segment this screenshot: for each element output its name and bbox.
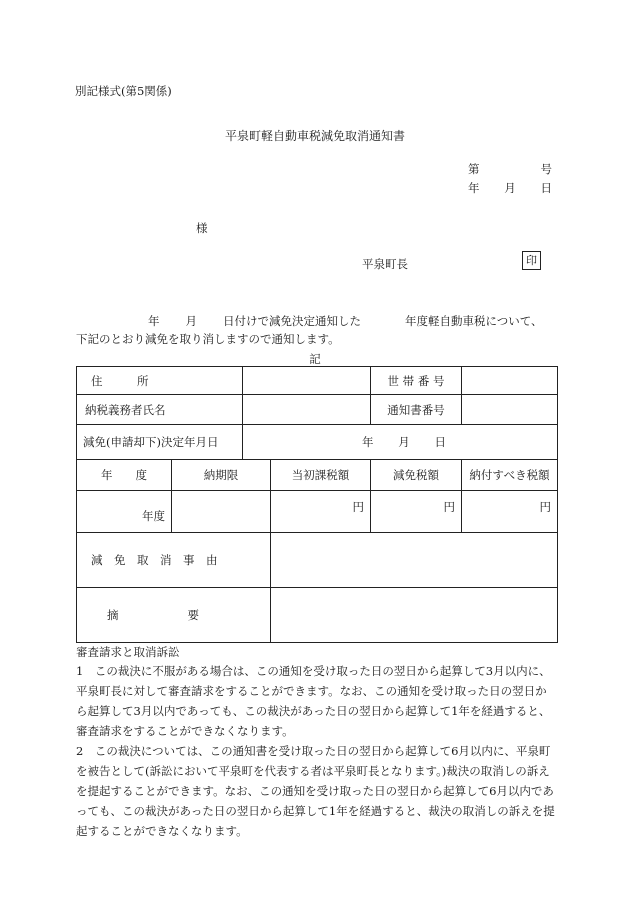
ki-label: 記 (309, 352, 321, 366)
body-month: 月 (185, 314, 197, 328)
date-day: 日 (540, 181, 552, 195)
summary-label: 摘 要 (77, 588, 271, 643)
date-month: 月 (504, 181, 516, 195)
issuer-name: 平泉町長 (362, 257, 408, 271)
row-year: 年度 (77, 491, 172, 533)
table-row (77, 425, 558, 460)
table-row (77, 533, 558, 588)
column-initial-tax: 当初課税額 (271, 460, 371, 491)
note-item-2: 2 この裁決については、この通知書を受け取った日の翌日から起算して6月以内に、平泉町を被告として(訴訟において平泉町を代表する者は平泉町長となります。)裁決の取消しの訴えを提起することができます。なお、この通知を受け取った日の翌日から起算して6月以内であっても、この裁決があった日の翌日から起算して1年を経過すると、裁決の取消しの訴えを提起することができなくなります。 (76, 744, 555, 838)
column-year: 年 度 (77, 460, 172, 491)
taxpayer-label: 納税義務者氏名 (77, 395, 243, 425)
taxpayer-value (243, 395, 371, 425)
recipient-honorific: 様 (196, 221, 208, 235)
initial-tax-yen: 円 (271, 491, 371, 533)
address-value (243, 367, 371, 395)
cancellation-reason-label: 減 免 取 消 事 由 (77, 533, 271, 588)
body-tax-year: 年度軽自動車税について、 (405, 314, 543, 328)
table-row (77, 367, 558, 395)
notes-heading: 審査請求と取消訴訟 (76, 645, 180, 659)
decision-month: 月 (398, 435, 410, 449)
decision-date-value (243, 425, 558, 460)
decision-date-label: 減免(申請却下)決定年月日 (77, 425, 243, 460)
seal-mark: 印 (522, 251, 541, 270)
reduced-tax-yen: 円 (371, 491, 462, 533)
row-due (172, 491, 271, 533)
table-row (77, 588, 558, 643)
decision-year: 年 (362, 435, 374, 449)
column-reduced-tax: 減免税額 (371, 460, 462, 491)
table-row (77, 491, 558, 533)
document-title: 平泉町軽自動車税減免取消通知書 (224, 129, 405, 143)
household-number-value (462, 367, 558, 395)
form-label: 別記様式(第5関係) (75, 84, 172, 98)
notice-table (76, 366, 558, 643)
decision-day: 日 (434, 435, 446, 449)
document-number (468, 161, 552, 177)
body-line-2: 下記のとおり減免を取り消しますので通知します。 (76, 332, 340, 346)
table-row (77, 395, 558, 425)
notice-number-label: 通知書番号 (371, 395, 462, 425)
document-date (468, 180, 552, 196)
table-row (77, 460, 558, 491)
number-suffix: 号 (540, 162, 552, 176)
column-payable-tax: 納付すべき税額 (462, 460, 558, 491)
body-year: 年 (148, 314, 160, 328)
number-prefix: 第 (468, 162, 480, 176)
cancellation-reason-value (271, 533, 558, 588)
body-line-1 (148, 313, 550, 329)
notice-number-value (462, 395, 558, 425)
address-label: 住 所 (77, 367, 243, 395)
body-dated: 日付けで減免決定通知した (223, 314, 361, 328)
note-item-1: 1 この裁決に不服がある場合は、この通知を受け取った日の翌日から起算して3月以内に、平泉町長に対して審査請求をすることができます。なお、この通知を受け取った日の翌日から起算して3月以内であっても、この裁決があった日の翌日から起算して1年を経過すると、審査請求をすることができなくなります。 (76, 664, 551, 738)
payable-tax-yen: 円 (462, 491, 558, 533)
date-year: 年 (468, 181, 480, 195)
summary-value (271, 588, 558, 643)
column-due: 納期限 (172, 460, 271, 491)
household-number-label: 世 帯 番 号 (371, 367, 462, 395)
